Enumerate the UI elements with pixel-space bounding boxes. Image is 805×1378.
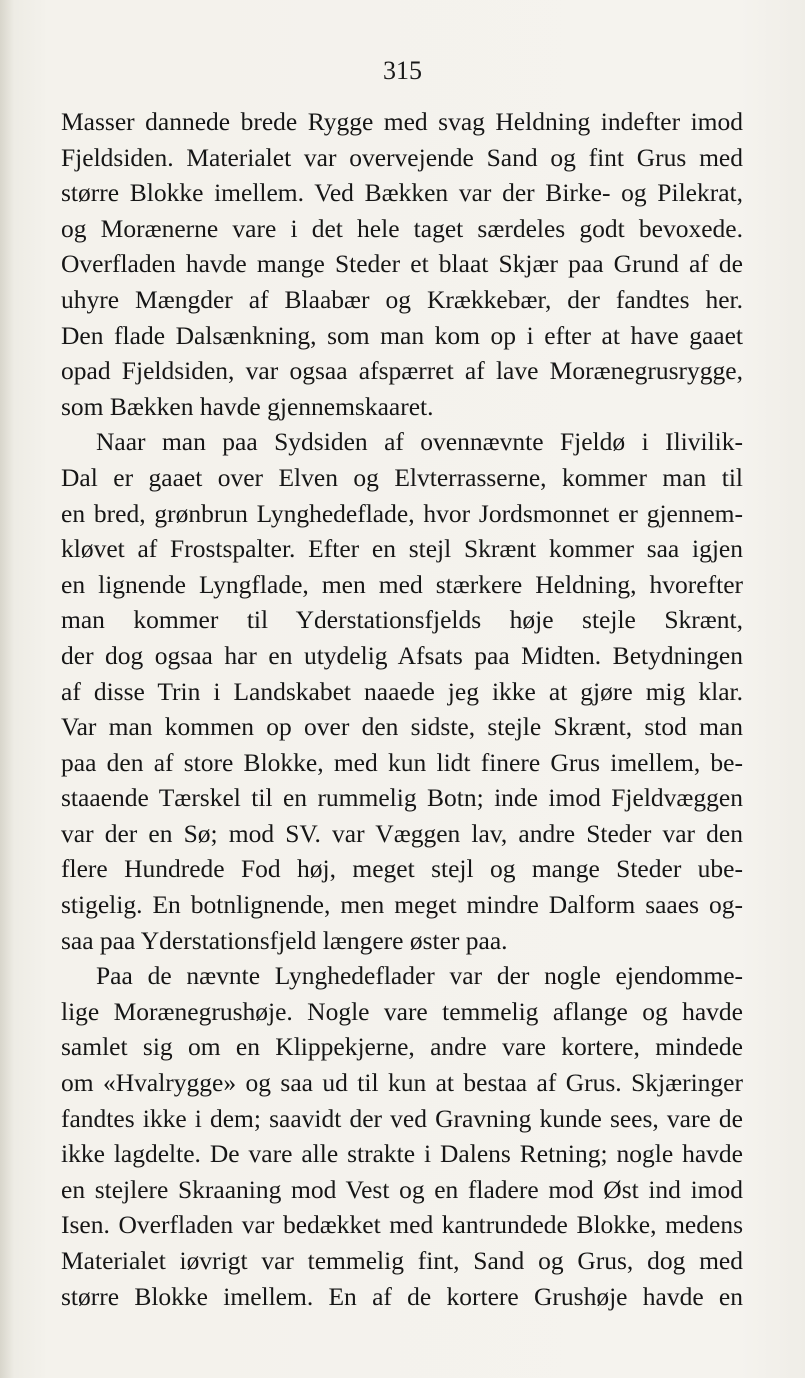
text-line: som Bækken havde gjennemskaaret. [61,391,434,421]
text-line: staaende Tærskel til en rummelig Botn; inde imod Fjeldvæggen [61,783,743,813]
text-line: Var man kommen op over den sidste, stejle Skrænt, stod man [61,712,743,742]
text-line: en lignende Lyngflade, men med stærkere Heldning, hvorefter [61,569,743,599]
text-line: kløvet af Frostspalter. Efter en stejl Skrænt kommer saa igjen [61,534,743,564]
body-text [61,104,743,1314]
text-line: Overfladen havde mange Steder et blaat Skjær paa Grund af de [61,249,743,279]
text-line: uhyre Mængder af Blaabær og Krækkebær, der fandtes her. [61,284,743,314]
text-line: ikke lagdelte. De vare alle strakte i Dalens Retning; nogle havde [61,1139,743,1169]
text-line: en bred, grønbrun Lynghedeflade, hvor Jordsmonnet er gjennem- [61,498,743,528]
text-line: Paa de nævnte Lynghedeflader var der nogle ejendomme- [96,961,743,991]
text-line: Materialet iøvrigt var temmelig fint, Sand og Grus, dog med [61,1246,743,1275]
text-line: Naar man paa Sydsiden af ovennævnte Fjeldø i Ilivilik- [96,427,743,457]
text-line: Masser dannede brede Rygge med svag Heldning indefter imod [61,107,743,136]
text-line: flere Hundrede Fod høj, meget stejl og mange Steder ube- [61,854,743,884]
text-line: var der en Sø; mod SV. var Væggen lav, andre Steder var den [61,818,743,848]
text-line: Den flade Dalsænkning, som man kom op i efter at have gaaet [61,320,743,350]
text-line: fandtes ikke i dem; saavidt der ved Gravning kunde sees, vare de [61,1103,743,1133]
text-line: Fjeldsiden. Materialet var overvejende Sand og fint Grus med [61,142,743,172]
text-line: større Blokke imellem. Ved Bækken var der Birke- og Pilekrat, [61,178,743,208]
text-line: samlet sig om en Klippekjerne, andre vare kortere, mindede [61,1032,743,1062]
text-line: af disse Trin i Landskabet naaede jeg ikke at gjøre mig klar. [61,676,743,706]
text-line: der dog ogsaa har en utydelig Afsats paa Midten. Betydningen [61,640,743,670]
text-line: man kommer til Yderstationsfjelds høje stejle Skrænt, [61,605,743,635]
page-number: 315 [383,56,422,85]
text-line: stigelig. En botnlignende, men meget mindre Dalform saaes og- [61,890,743,920]
text-line: om «Hvalrygge» og saa ud til kun at bestaa af Grus. Skjæringer [61,1068,743,1098]
text-line: opad Fjeldsiden, var ogsaa afspærret af lave Morænegrusrygge, [61,356,743,386]
text-line: lige Morænegrushøje. Nogle vare temmelig aflange og havde [61,996,743,1026]
text-line: paa den af store Blokke, med kun lidt finere Grus imellem, be- [61,747,743,777]
text-line: en stejlere Skraaning mod Vest og en fladere mod Øst ind imod [61,1174,743,1204]
text-line: Dal er gaaet over Elven og Elvterrasserne, kommer man til [61,462,743,492]
text-line: saa paa Yderstationsfjeld længere øster paa. [61,925,508,955]
page-edge-shadow [0,0,14,1378]
text-line: og Morænerne vare i det hele taget særdeles godt bevoxede. [61,213,743,243]
text-line: større Blokke imellem. En af de kortere Grushøje havde en [61,1281,743,1311]
text-line: Isen. Overfladen var bedækket med kantrundede Blokke, medens [61,1210,743,1240]
